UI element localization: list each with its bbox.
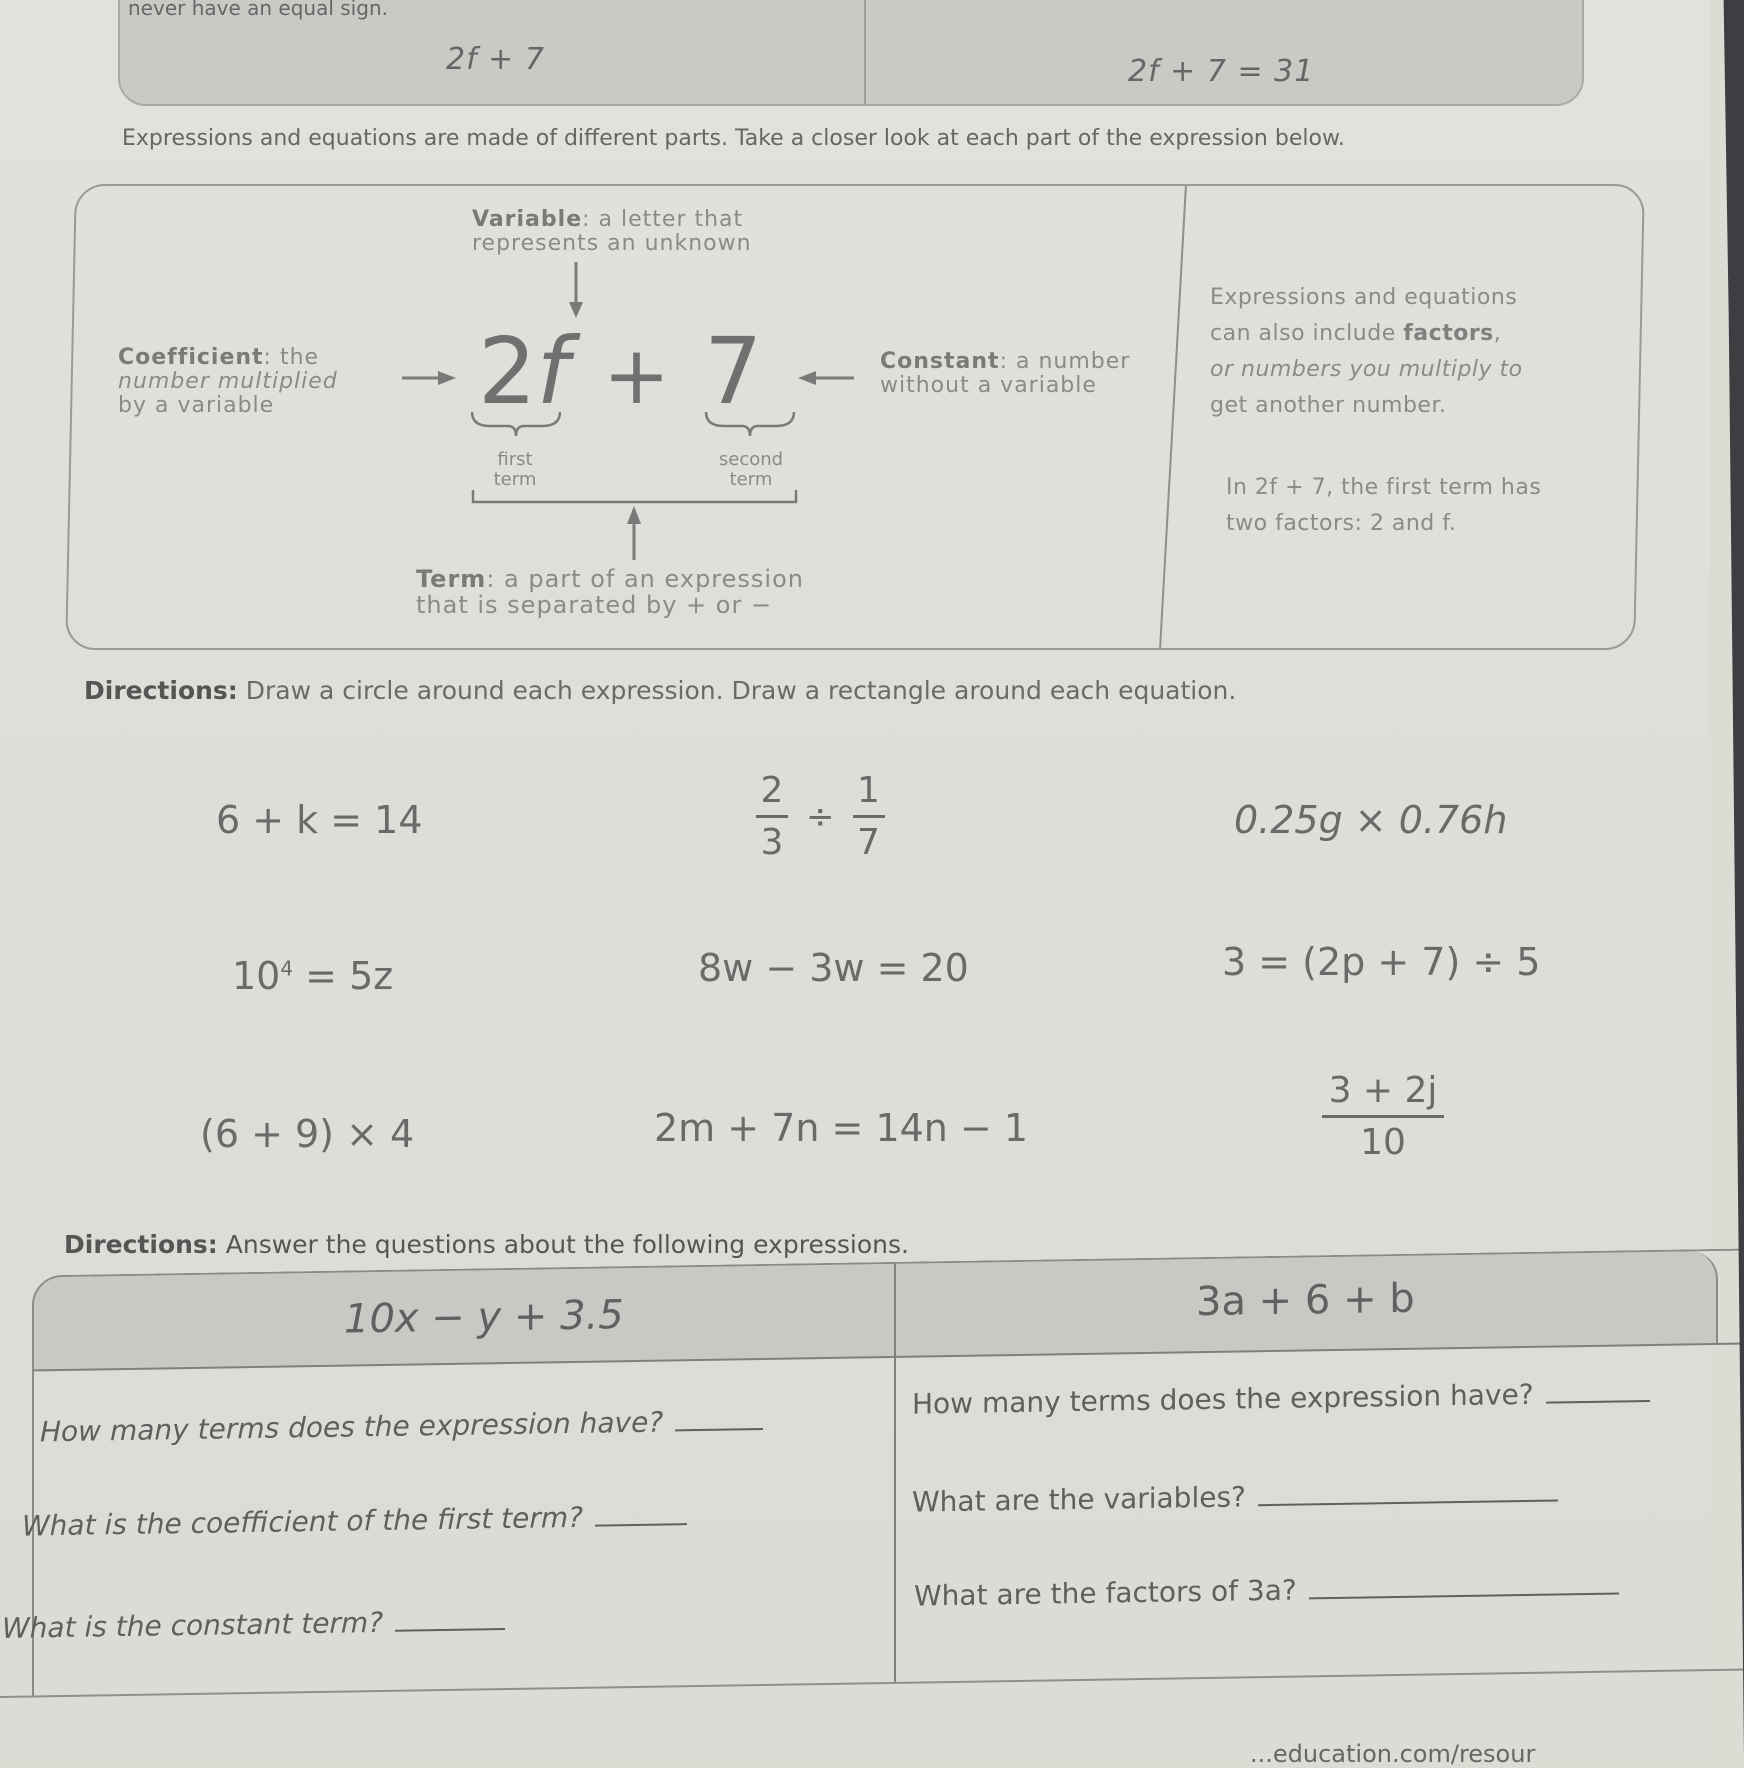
variable: f bbox=[536, 318, 569, 425]
term-label: Term: a part of an expression that is separated by + or − bbox=[416, 565, 804, 619]
item-6[interactable]: 3 = (2p + 7) ÷ 5 bbox=[1222, 940, 1541, 984]
answer-blank[interactable] bbox=[675, 1426, 763, 1431]
divider bbox=[894, 1264, 896, 1684]
expression-2f-plus-7 bbox=[478, 318, 763, 425]
left-question-3: What is the constant term? bbox=[2, 1604, 505, 1645]
divider bbox=[0, 1668, 1744, 1698]
term-bracket-arrow-icon bbox=[470, 490, 800, 560]
second-term-label: second term bbox=[718, 449, 784, 490]
answer-blank[interactable] bbox=[1258, 1497, 1558, 1506]
constant: 7 bbox=[703, 318, 763, 425]
fraction: $\frac{1}{7}$ bbox=[853, 770, 885, 863]
arrow-right-icon bbox=[402, 368, 460, 388]
coefficient: 2 bbox=[478, 318, 537, 425]
answer-blank[interactable] bbox=[395, 1626, 505, 1632]
right-expression: 3a + 6 + b bbox=[1196, 1275, 1415, 1326]
item-5[interactable]: 8w − 3w = 20 bbox=[698, 946, 969, 990]
right-question-1: How many terms does the expression have? bbox=[912, 1376, 1650, 1421]
factors-example: In 2f + 7, the first term has two factors: 2 and f. bbox=[1226, 475, 1542, 536]
item-7[interactable]: (6 + 9) × 4 bbox=[200, 1112, 415, 1156]
divider bbox=[864, 0, 866, 104]
arrow-left-icon bbox=[796, 368, 856, 388]
divide-sign: ÷ bbox=[806, 796, 835, 837]
left-question-1: How many terms does the expression have? bbox=[40, 1404, 763, 1448]
directions-answer-questions: Directions: Answer the questions about the following expressions. bbox=[64, 1230, 909, 1259]
fraction: $\frac{2}{3}$ bbox=[756, 770, 788, 863]
item-4[interactable]: $10^4 = 5z$ bbox=[232, 954, 394, 998]
answer-blank[interactable] bbox=[1546, 1398, 1650, 1404]
left-expression: 10x − y + 3.5 bbox=[344, 1292, 624, 1343]
divider bbox=[1159, 186, 1187, 648]
footer-url: ...education.com/resour bbox=[1250, 1740, 1536, 1768]
variable-label: Variable: a letter that represents an unknown bbox=[472, 207, 752, 256]
answer-blank[interactable] bbox=[1309, 1591, 1619, 1600]
expression-example: 2f + 7 bbox=[446, 42, 545, 77]
top-note: never have an equal sign. bbox=[128, 0, 388, 20]
first-term-brace-icon bbox=[470, 410, 562, 440]
factors-note: Expressions and equations can also include factors, or numbers you multiply to get another number. bbox=[1210, 285, 1523, 418]
answer-blank[interactable] bbox=[595, 1521, 687, 1526]
first-term-label: first term bbox=[493, 449, 537, 490]
left-question-2: What is the coefficient of the first term? bbox=[22, 1499, 687, 1542]
plus-sign: + bbox=[602, 329, 670, 422]
equation-example: 2f + 7 = 31 bbox=[1128, 54, 1315, 89]
item-9[interactable]: 3 + 2j 10 bbox=[1322, 1070, 1444, 1163]
intro-text: Expressions and equations are made of different parts. Take a closer look at each part of the expression below. bbox=[122, 126, 1345, 151]
item-8[interactable]: 2m + 7n = 14n − 1 bbox=[654, 1106, 1029, 1150]
constant-label: Constant: a number without a variable bbox=[880, 349, 1131, 398]
directions-circle-rectangle: Directions: Draw a circle around each expression. Draw a rectangle around each equation. bbox=[84, 676, 1237, 705]
item-2[interactable] bbox=[756, 770, 885, 863]
item-1[interactable]: 6 + k = 14 bbox=[216, 798, 423, 842]
questions-table bbox=[2, 1249, 1744, 1698]
right-question-2: What are the variables? bbox=[912, 1475, 1558, 1518]
arrow-down-icon bbox=[566, 262, 586, 322]
second-term-brace-icon bbox=[704, 410, 796, 440]
coefficient-label: Coefficient: the number multiplied by a variable bbox=[118, 345, 338, 418]
right-question-3: What are the factors of 3a? bbox=[914, 1569, 1619, 1613]
item-3[interactable]: 0.25g × 0.76h bbox=[1234, 798, 1508, 842]
